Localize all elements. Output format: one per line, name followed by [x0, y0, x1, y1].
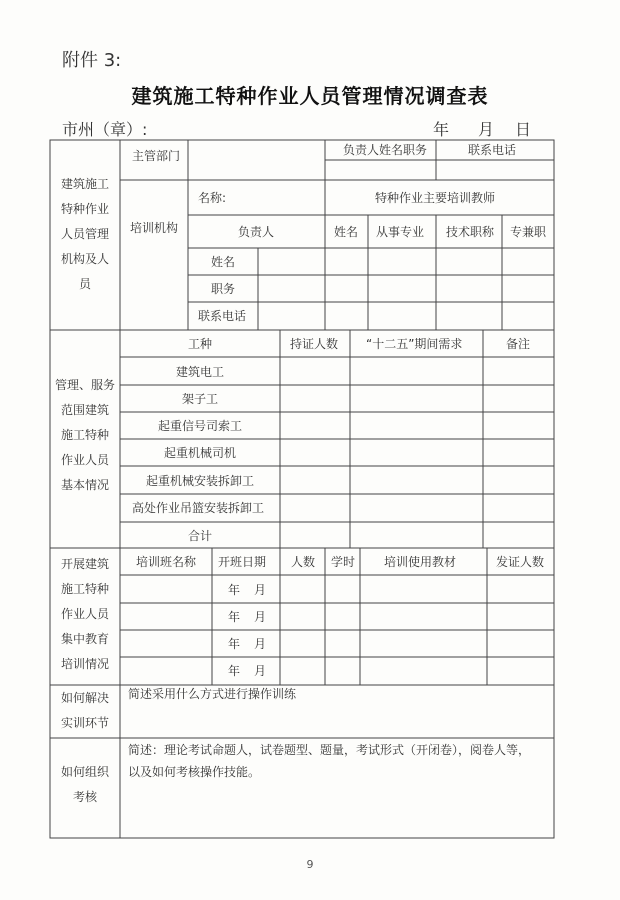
section4-label-line: 实训环节 [60, 716, 109, 730]
row2-month: 月 [254, 610, 267, 624]
row4-year: 年 [228, 664, 241, 678]
row1-year: 年 [228, 583, 241, 597]
section1-label-line: 建筑施工 [60, 177, 109, 191]
section2-label-line: 基本情况 [60, 478, 109, 492]
row-crane-operator: 起重机械司机 [164, 446, 237, 460]
person-in-charge-header: 负责人 [238, 225, 275, 239]
col-class-header: 培训班名称 [136, 555, 197, 569]
row3-month: 月 [254, 637, 267, 651]
row4-month: 月 [254, 664, 267, 678]
row2-year: 年 [228, 610, 241, 624]
assessment-note [128, 739, 550, 783]
col-hours-header: 学时 [331, 555, 356, 569]
section1-label-line: 员 [78, 277, 91, 291]
col-people-header: 人数 [291, 555, 316, 569]
col-demand-header: “十二五”期间需求 [366, 337, 463, 351]
section5-label-line: 如何组织 [60, 765, 109, 779]
date-year: 年 [433, 120, 450, 139]
row1-month: 月 [254, 583, 267, 597]
section1-label [50, 172, 120, 297]
training-org-header: 培训机构 [130, 221, 179, 235]
attachment-label: 附件 3: [62, 50, 122, 71]
supervisor-dept-header: 主管部门 [132, 149, 181, 163]
practical-training-note: 简述采用什么方式进行操作训练 [128, 687, 297, 701]
leader-name-title-header: 负责人姓名职务 [343, 143, 428, 157]
row-phone-label: 联系电话 [198, 309, 247, 323]
row-total: 合计 [188, 529, 213, 543]
section2-label [50, 373, 120, 498]
section5-label-line: 考核 [72, 790, 97, 804]
main-teacher-header: 特种作业主要培训教师 [375, 191, 496, 205]
section2-label-line: 范围建筑 [60, 403, 109, 417]
table-grid [50, 140, 554, 838]
col-date-header: 开班日期 [218, 555, 267, 569]
assessment-note-line1: 简述：理论考试命题人，试卷题型、题量，考试形式（开闭卷），阅卷人等， [128, 743, 531, 757]
section2-label-line: 管理、服务 [54, 378, 115, 392]
assessment-note-line2: 以及如何考核操作技能。 [128, 765, 261, 779]
row-name-label: 姓名 [211, 255, 236, 269]
section1-label-line: 机构及人 [60, 252, 109, 266]
org-name-label: 名称: [198, 191, 227, 205]
row-electrician: 建筑电工 [176, 365, 225, 379]
section3-label-line: 开展建筑 [60, 557, 109, 571]
row3-year: 年 [228, 637, 241, 651]
section4-label [50, 686, 120, 736]
teacher-name-header: 姓名 [334, 225, 359, 239]
section3-label [50, 552, 120, 677]
section5-label [50, 760, 120, 810]
row-signal-rigger: 起重信号司索工 [158, 419, 243, 433]
section1-label-line: 特种作业 [60, 202, 109, 216]
date-month: 月 [478, 120, 495, 139]
section4-label-line: 如何解决 [60, 691, 109, 705]
tech-title-header: 技术职称 [446, 225, 495, 239]
col-type-header: 工种 [188, 337, 213, 351]
section1-label-line: 人员管理 [60, 227, 109, 241]
col-certified-header: 持证人数 [290, 337, 339, 351]
col-material-header: 培训使用教材 [384, 555, 457, 569]
section3-label-line: 作业人员 [60, 607, 109, 621]
row-scaffolder: 架子工 [182, 392, 219, 406]
section3-label-line: 集中教育 [60, 632, 109, 646]
fulltime-parttime-header: 专兼职 [510, 225, 547, 239]
page-title: 建筑施工特种作业人员管理情况调查表 [131, 84, 489, 108]
page-number: 9 [306, 858, 314, 871]
section3-label-line: 培训情况 [60, 657, 109, 671]
city-seal-label: 市州（章）: [62, 120, 148, 139]
row-crane-installer: 起重机械安装拆卸工 [146, 474, 255, 488]
date-day: 日 [515, 120, 532, 139]
section2-label-line: 施工特种 [60, 428, 109, 442]
section2-label-line: 作业人员 [60, 453, 109, 467]
specialty-header: 从事专业 [376, 225, 425, 239]
row-gondola-installer: 高处作业吊篮安装拆卸工 [132, 501, 265, 515]
contact-phone-header: 联系电话 [468, 143, 517, 157]
col-certs-header: 发证人数 [496, 555, 545, 569]
col-remark-header: 备注 [506, 337, 531, 351]
section3-label-line: 施工特种 [60, 582, 109, 596]
row-position-label: 职务 [211, 282, 236, 296]
